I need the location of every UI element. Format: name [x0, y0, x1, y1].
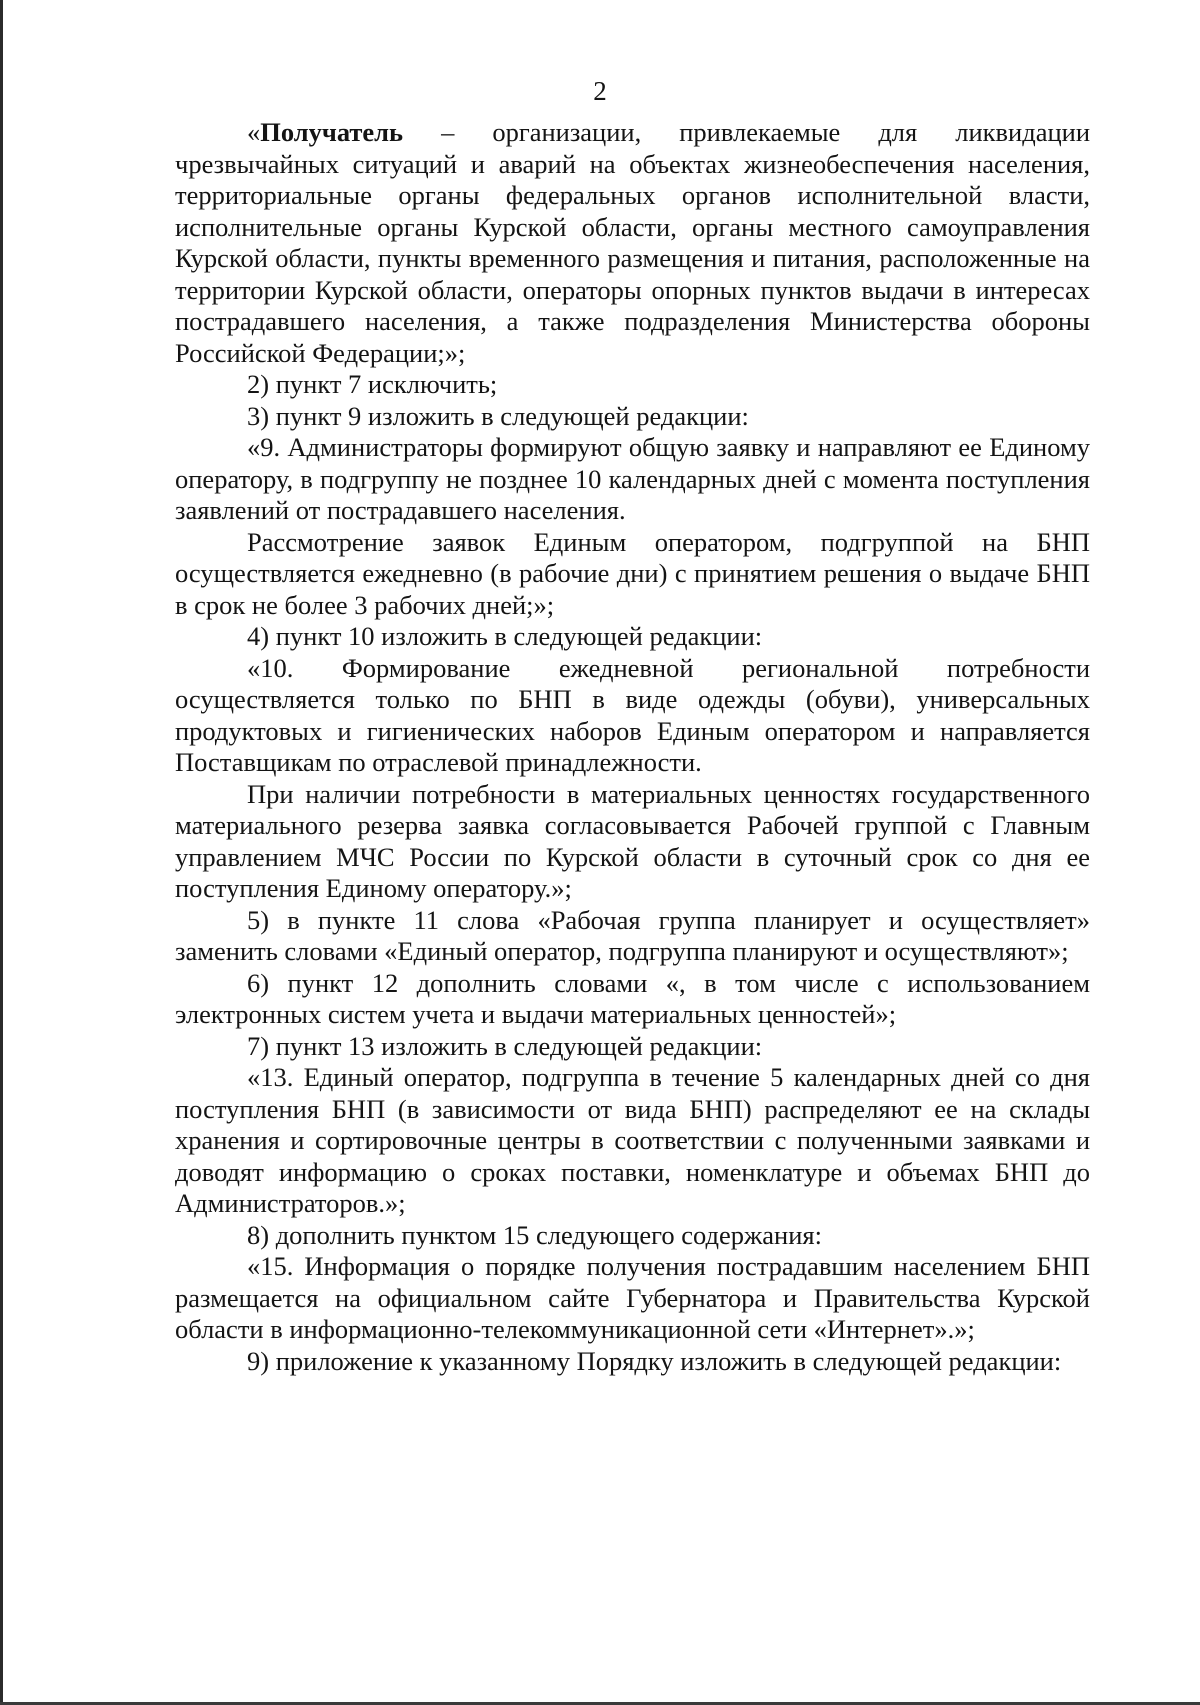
paragraph-item-5: 5) в пункте 11 слова «Рабочая группа планирует и осуществляет» заменить словами «Единый оператор, подгруппа планируют и осуществляют»; — [175, 904, 1090, 966]
paragraph-item-9: 9) приложение к указанному Порядку изложить в следующей редакции: — [247, 1345, 1062, 1376]
scan-edge-left — [0, 0, 3, 1705]
term-recipient: Получатель — [260, 117, 404, 147]
paragraph-clause-9: «9. Администраторы формируют общую заявку и направляют ее Единому оператору, в подгруппу не позднее 10 календарных дней с момента поступления заявлений от пострадавшего населения. — [175, 432, 1090, 525]
paragraph-recipient-definition — [175, 117, 1090, 369]
opening-quote: « — [247, 117, 261, 147]
paragraph-clause-10: «10. Формирование ежедневной региональной потребности осуществляется только по БНП в виде одежды (обуви), универсальных продуктовых и гигиенических наборов Единым оператором и направляется Поставщикам по отраслевой принадлежности. — [175, 652, 1090, 777]
paragraph-clause-13: «13. Единый оператор, подгруппа в течение 5 календарных дней со дня поступления БНП (в зависимости от вида БНП) распределяют ее на склады хранения и сортировочные центры в соответствии с полученными заявками и доводят информацию о сроках поставки, номенклатуре и объемах БНП до Администраторов.»; — [175, 1062, 1090, 1218]
paragraph-clause-15: «15. Информация о порядке получения пострадавшим населением БНП размещается на официальном сайте Губернатора и Правительства Курской области в информационно-телекоммуникационной сети «Интернет».»; — [175, 1251, 1090, 1344]
paragraph-item-7: 7) пункт 13 изложить в следующей редакции: — [247, 1030, 763, 1061]
paragraph-clause-10-reserve: При наличии потребности в материальных ценностях государственного материального резерва заявка согласовывается Рабочей группой с Главным управлением МЧС России по Курской области в суточный срок со дня ее поступления Единому оператору.»; — [175, 778, 1090, 903]
paragraph-item-2: 2) пункт 7 исключить; — [247, 369, 498, 399]
paragraph-item-8: 8) дополнить пунктом 15 следующего содержания: — [247, 1219, 822, 1250]
paragraph-clause-9-review: Рассмотрение заявок Единым оператором, подгруппой на БНП осуществляется ежедневно (в рабочие дни) с принятием решения о выдаче БНП в срок не более 3 рабочих дней;»; — [175, 526, 1090, 620]
paragraph-item-3: 3) пункт 9 изложить в следующей редакции: — [247, 400, 749, 431]
recipient-definition-text: – организации, привлекаемые для ликвидации чрезвычайных ситуаций и аварий на объектах жизнеобеспечения населения, территориальные органы федеральных органов исполнительной власти, исполнительные органы Курской области, органы местного самоуправления Курской области, пункты временного размещения и питания, расположенные на территории Курской области, операторы опорных пунктов выдачи в интересах пострадавшего населения, а также подразделения Министерства обороны Российской Федерации;»; — [175, 117, 1090, 368]
paragraph-item-4: 4) пункт 10 изложить в следующей редакции: — [247, 621, 763, 651]
document-body — [175, 117, 1090, 1377]
paragraph-item-6: 6) пункт 12 дополнить словами «, в том числе с использованием электронных систем учета и выдачи материальных ценностей»; — [175, 967, 1090, 1029]
page-number: 2 — [593, 76, 607, 106]
